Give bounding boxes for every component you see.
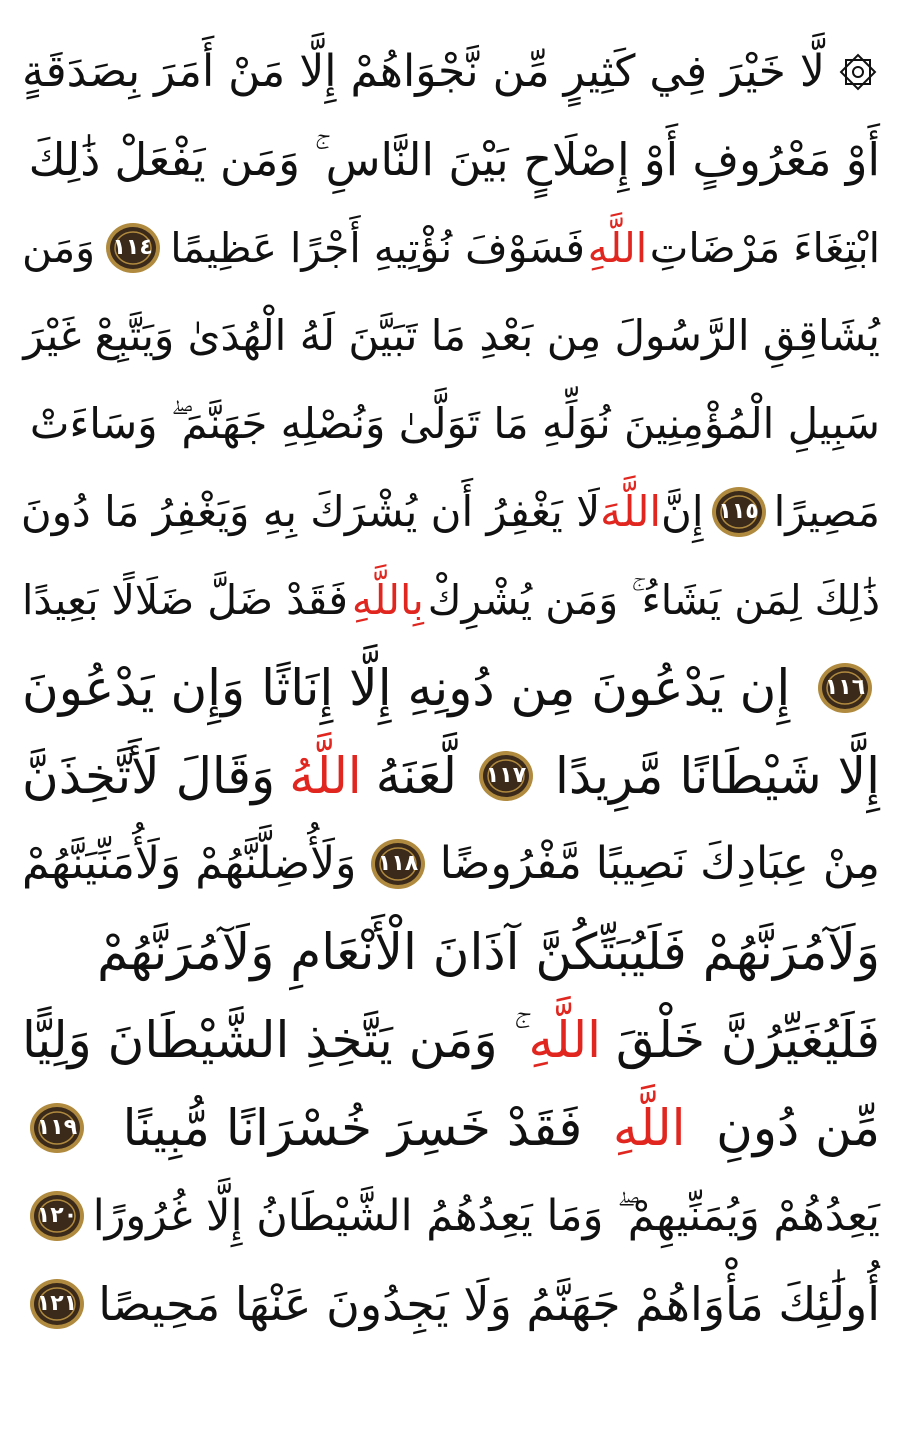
verse-text: فَسَوْفَ نُؤْتِيهِ أَجْرًا عَظِيمًا (170, 224, 586, 272)
verse-text: سَبِيلِ الْمُؤْمِنِينَ نُوَلِّهِ مَا تَوَلَّىٰ وَنُصْلِهِ جَهَنَّمَ ۖ وَسَاءَتْ (29, 399, 880, 448)
divine-name: بِاللَّهِ (351, 576, 424, 624)
verse-text: فَقَدْ ضَلَّ ضَلَالًا بَعِيدًا (22, 576, 348, 624)
verse-line (22, 292, 880, 380)
verse-line (22, 732, 880, 820)
rub-el-hizb-icon (836, 50, 880, 94)
verse-text: فَلَيُغَيِّرُنَّ خَلْقَ (615, 1011, 880, 1069)
verse-line (22, 28, 880, 116)
verse-line (22, 116, 880, 204)
verse-text: يَعِدُهُمْ وَيُمَنِّيهِمْ ۖ وَمَا يَعِدُهُمُ الشَّيْطَانُ إِلَّا غُرُورًا (92, 1191, 880, 1241)
verse-text: وَمَن (22, 224, 95, 272)
ayah-end-marker-icon (28, 1099, 86, 1157)
ayah-number: ١٢٠ (36, 1203, 78, 1228)
verse-text: ابْتِغَاءَ مَرْضَاتِ (649, 224, 880, 272)
verse-text: إِنَّ (661, 487, 704, 536)
divine-name: اللَّهَ (600, 487, 662, 536)
verse-text: لَا يَغْفِرُ أَن يُشْرَكَ بِهِ وَيَغْفِرُ مَا دُونَ (20, 487, 601, 536)
verse-text: وَقَالَ لَأَتَّخِذَنَّ (22, 747, 276, 805)
ayah-number: ١١٥ (718, 499, 759, 524)
ayah-end-marker-icon (28, 1187, 86, 1245)
ayah-end-marker-icon (104, 219, 162, 277)
ayah-number: ١١٦ (824, 675, 866, 700)
ayah-end-marker-icon (710, 483, 768, 541)
verse-text: لَّا خَيْرَ فِي كَثِيرٍ مِّن نَّجْوَاهُمْ إِلَّا مَنْ أَمَرَ بِصَدَقَةٍ (22, 46, 825, 97)
ayah-number: ١١٧ (485, 763, 527, 788)
verse-text: أُولَٰئِكَ مَأْوَاهُمْ جَهَنَّمُ وَلَا يَجِدُونَ عَنْهَا مَحِيصًا (98, 1277, 880, 1331)
verse-text: وَلَأُضِلَّنَّهُمْ وَلَأُمَنِّيَنَّهُمْ (22, 838, 357, 889)
verse-text: ذَٰلِكَ لِمَن يَشَاءُ ۚ وَمَن يُشْرِكْ (427, 576, 880, 624)
divine-name: اللَّهِ (612, 1099, 686, 1157)
verse-line (22, 468, 880, 556)
verse-line (22, 380, 880, 468)
verse-line (22, 1172, 880, 1260)
verse-text: لَّعَنَهُ (375, 747, 457, 805)
verse-line (22, 556, 880, 644)
verse-line (22, 204, 880, 292)
verse-line (22, 820, 880, 908)
divine-name: اللَّهِ (587, 224, 648, 272)
ayah-end-marker-icon (816, 659, 874, 717)
verse-text: مَصِيرًا (773, 487, 880, 536)
ayah-end-marker-icon (477, 747, 535, 805)
verse-line (22, 1084, 880, 1172)
verse-text: إِن يَدْعُونَ مِن دُونِهِ إِلَّا إِنَاثًا وَإِن يَدْعُونَ (22, 659, 791, 717)
divine-name: اللَّهُ (289, 747, 362, 805)
ayah-end-marker-icon (28, 1275, 86, 1333)
ayah-number: ١١٩ (36, 1115, 78, 1140)
verse-line (22, 908, 880, 996)
verse-line (22, 1260, 880, 1348)
mushaf-page (22, 18, 880, 1418)
verse-text: مِّن دُونِ (716, 1099, 880, 1157)
verse-text: أَوْ مَعْرُوفٍ أَوْ إِصْلَاحٍ بَيْنَ النَّاسِ ۚ وَمَن يَفْعَلْ ذَٰلِكَ (28, 133, 880, 186)
verse-line (22, 996, 880, 1084)
ayah-end-marker-icon (369, 835, 427, 893)
verse-text: وَلَآمُرَنَّهُمْ فَلَيُبَتِّكُنَّ آذَانَ الْأَنْعَامِ وَلَآمُرَنَّهُمْ (97, 923, 880, 981)
verse-text: يُشَاقِقِ الرَّسُولَ مِن بَعْدِ مَا تَبَيَّنَ لَهُ الْهُدَىٰ وَيَتَّبِعْ غَيْرَ (23, 311, 880, 360)
verse-text: إِلَّا شَيْطَانًا مَّرِيدًا (555, 747, 880, 805)
ayah-number: ١٢١ (36, 1291, 78, 1316)
ayah-number: ١١٨ (377, 851, 419, 876)
verse-text: فَقَدْ خَسِرَ خُسْرَانًا مُّبِينًا (122, 1099, 583, 1157)
ayah-number: ١١٤ (112, 235, 153, 260)
verse-text: ۚ وَمَن يَتَّخِذِ الشَّيْطَانَ وَلِيًّا (22, 1011, 514, 1069)
verse-line (22, 644, 880, 732)
verse-text: مِنْ عِبَادِكَ نَصِيبًا مَّفْرُوضًا (439, 838, 880, 889)
divine-name: اللَّهِ (528, 1011, 601, 1069)
